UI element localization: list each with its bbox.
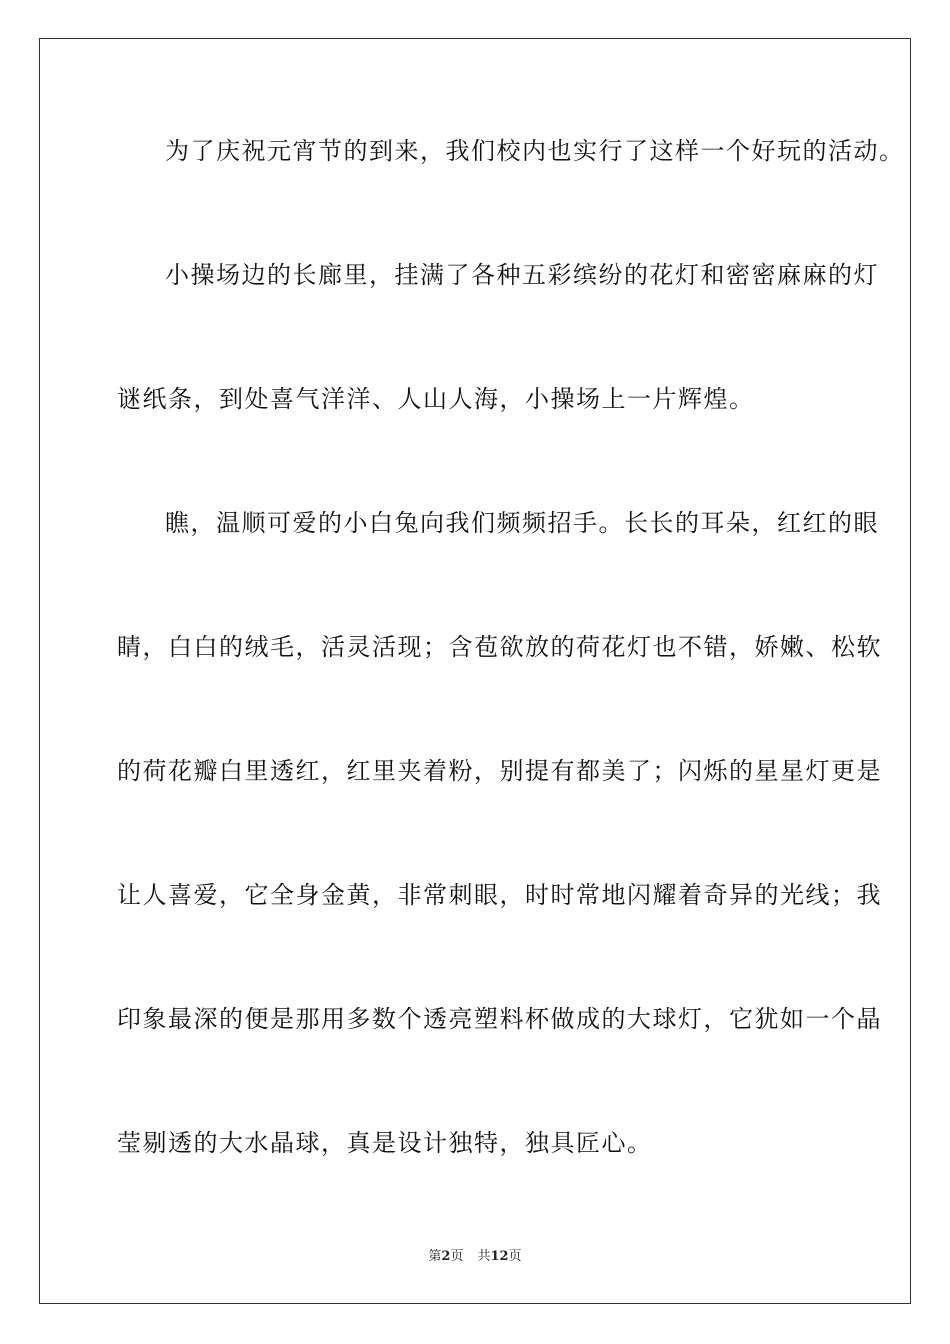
page-prefix: 第 — [428, 1249, 442, 1264]
page-total: 12 — [490, 1249, 509, 1264]
paragraph-3-line-6: 莹剔透的大水晶球，真是设计独特，独具匠心。 — [117, 1129, 653, 1157]
paragraph-2-line-2: 谜纸条，到处喜气洋洋、人山人海，小操场上一片辉煌。 — [117, 385, 755, 413]
page-current: 2 — [441, 1249, 451, 1264]
paragraph-1-line-1: 为了庆祝元宵节的到来，我们校内也实行了这样一个好玩的活动。 — [165, 137, 905, 165]
paragraph-3-line-1: 瞧，温顺可爱的小白兔向我们频频招手。长长的耳朵，红红的眼 — [165, 509, 879, 537]
page-suffix: 页 — [450, 1249, 464, 1264]
page-border — [39, 38, 911, 1304]
paragraph-3-line-3: 的荷花瓣白里透红，红里夹着粉，别提有都美了；闪烁的星星灯更是 — [117, 757, 882, 785]
paragraph-3-line-4: 让人喜爱，它全身金黄，非常刺眼，时时常地闪耀着奇异的光线；我 — [117, 881, 882, 909]
paragraph-3-line-5: 印象最深的便是那用多数个透亮塑料杯做成的大球灯，它犹如一个晶 — [117, 1005, 882, 1033]
total-prefix: 共 — [477, 1249, 491, 1264]
paragraph-2-line-1: 小操场边的长廊里，挂满了各种五彩缤纷的花灯和密密麻麻的灯 — [165, 261, 879, 289]
total-suffix: 页 — [508, 1249, 522, 1264]
page-footer — [0, 1248, 950, 1266]
paragraph-3-line-2: 睛，白白的绒毛，活灵活现；含苞欲放的荷花灯也不错，娇嫩、松软 — [117, 633, 882, 661]
